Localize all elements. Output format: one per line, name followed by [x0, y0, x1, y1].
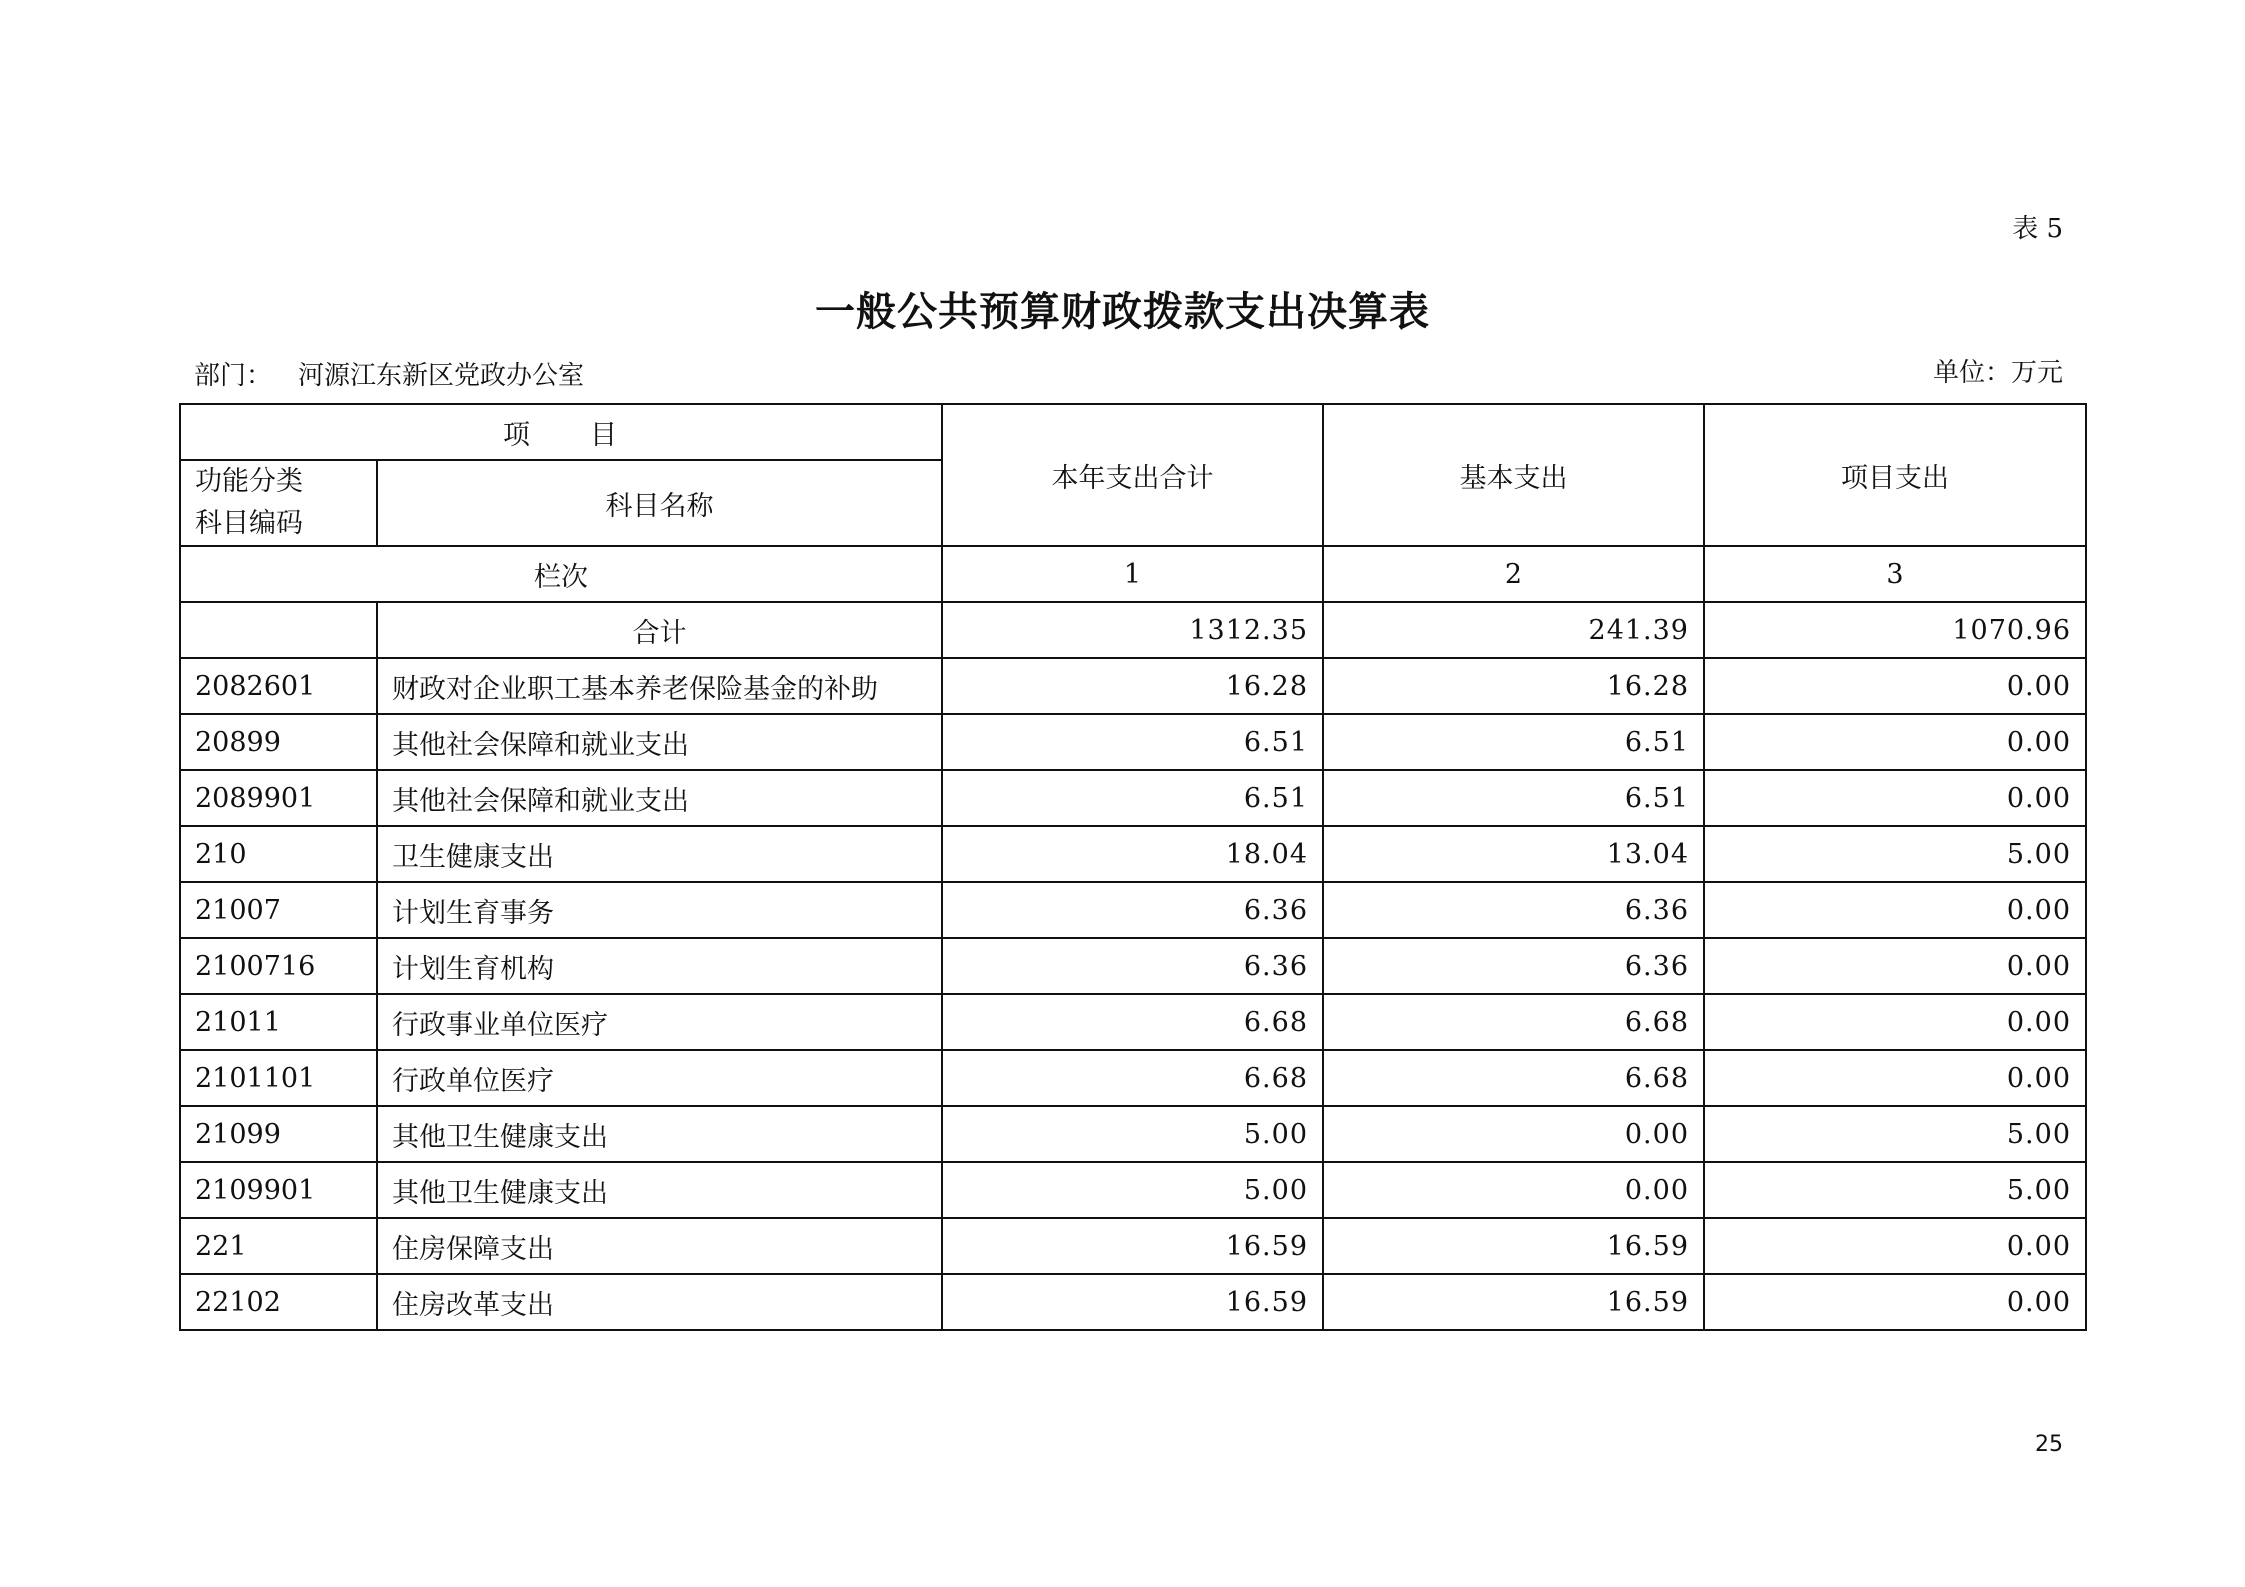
row-project: 0.00 [1704, 938, 2086, 994]
row-name: 计划生育事务 [377, 882, 942, 938]
row-basic: 6.36 [1323, 882, 1704, 938]
row-code: 21011 [180, 994, 377, 1050]
row-name: 财政对企业职工基本养老保险基金的补助 [377, 658, 942, 714]
row-name: 其他社会保障和就业支出 [377, 770, 942, 826]
row-basic: 6.51 [1323, 770, 1704, 826]
header-project: 项 目 [180, 404, 942, 460]
column-index-label: 栏次 [180, 546, 942, 602]
row-basic: 13.04 [1323, 826, 1704, 882]
unit-label: 单位：万元 [1932, 358, 2063, 388]
row-total: 18.04 [942, 826, 1323, 882]
table-row [180, 882, 2086, 938]
table-row [180, 938, 2086, 994]
department-label: 部门： [194, 361, 273, 391]
row-project: 0.00 [1704, 1050, 2086, 1106]
row-name: 其他卫生健康支出 [377, 1162, 942, 1218]
header-code-line1: 功能分类 [195, 466, 303, 497]
row-name: 行政单位医疗 [377, 1050, 942, 1106]
row-basic: 0.00 [1323, 1162, 1704, 1218]
header-basic: 基本支出 [1323, 404, 1704, 546]
row-total: 6.36 [942, 882, 1323, 938]
row-project: 0.00 [1704, 1274, 2086, 1330]
row-name: 其他卫生健康支出 [377, 1106, 942, 1162]
row-code: 221 [180, 1218, 377, 1274]
row-project: 5.00 [1704, 1162, 2086, 1218]
table-row [180, 994, 2086, 1050]
row-project: 0.00 [1704, 658, 2086, 714]
header-code [180, 460, 377, 546]
total-basic: 241.39 [1323, 602, 1704, 658]
header-code-line2: 科目编码 [195, 508, 303, 539]
table-row [180, 658, 2086, 714]
row-code: 21099 [180, 1106, 377, 1162]
header-project-expenditure: 项目支出 [1704, 404, 2086, 546]
row-total: 5.00 [942, 1106, 1323, 1162]
table-row [180, 1218, 2086, 1274]
row-total: 6.36 [942, 938, 1323, 994]
row-project: 5.00 [1704, 826, 2086, 882]
row-basic: 0.00 [1323, 1106, 1704, 1162]
table-row [180, 770, 2086, 826]
column-index-3: 3 [1704, 546, 2086, 602]
table-row [180, 826, 2086, 882]
row-name: 计划生育机构 [377, 938, 942, 994]
row-total: 16.28 [942, 658, 1323, 714]
page-number: 25 [2035, 1432, 2063, 1457]
row-project: 0.00 [1704, 770, 2086, 826]
table-row [180, 1050, 2086, 1106]
page-title: 一般公共预算财政拨款支出决算表 [815, 289, 1430, 335]
row-project: 0.00 [1704, 882, 2086, 938]
row-project: 0.00 [1704, 994, 2086, 1050]
row-code: 21007 [180, 882, 377, 938]
row-basic: 6.51 [1323, 714, 1704, 770]
row-basic: 6.36 [1323, 938, 1704, 994]
row-total: 6.68 [942, 1050, 1323, 1106]
total-sum: 1312.35 [942, 602, 1323, 658]
row-total: 6.51 [942, 770, 1323, 826]
row-basic: 16.59 [1323, 1218, 1704, 1274]
row-name: 卫生健康支出 [377, 826, 942, 882]
header-total: 本年支出合计 [942, 404, 1323, 546]
row-code: 2089901 [180, 770, 377, 826]
row-code: 2100716 [180, 938, 377, 994]
row-name: 行政事业单位医疗 [377, 994, 942, 1050]
total-code-cell [180, 602, 377, 658]
row-name: 其他社会保障和就业支出 [377, 714, 942, 770]
row-code: 22102 [180, 1274, 377, 1330]
table-row [180, 1106, 2086, 1162]
expenditure-table [179, 403, 2087, 1331]
row-basic: 16.28 [1323, 658, 1704, 714]
row-total: 5.00 [942, 1162, 1323, 1218]
total-row [180, 602, 2086, 658]
header-name: 科目名称 [377, 460, 942, 546]
row-name: 住房改革支出 [377, 1274, 942, 1330]
row-basic: 6.68 [1323, 1050, 1704, 1106]
total-label: 合计 [377, 602, 942, 658]
department-name: 河源江东新区党政办公室 [298, 361, 585, 391]
table-row [180, 1274, 2086, 1330]
row-total: 6.68 [942, 994, 1323, 1050]
table-row [180, 714, 2086, 770]
header-row-1 [180, 404, 2086, 460]
row-project: 5.00 [1704, 1106, 2086, 1162]
row-total: 16.59 [942, 1218, 1323, 1274]
row-basic: 6.68 [1323, 994, 1704, 1050]
table-number: 表 5 [2012, 214, 2063, 244]
row-code: 210 [180, 826, 377, 882]
row-total: 6.51 [942, 714, 1323, 770]
row-code: 2109901 [180, 1162, 377, 1218]
row-code: 2082601 [180, 658, 377, 714]
total-project: 1070.96 [1704, 602, 2086, 658]
row-name: 住房保障支出 [377, 1218, 942, 1274]
column-index-1: 1 [942, 546, 1323, 602]
column-index-2: 2 [1323, 546, 1704, 602]
row-total: 16.59 [942, 1274, 1323, 1330]
table-row [180, 1162, 2086, 1218]
row-project: 0.00 [1704, 714, 2086, 770]
column-index-row [180, 546, 2086, 602]
department-line [194, 355, 584, 392]
row-code: 2101101 [180, 1050, 377, 1106]
row-basic: 16.59 [1323, 1274, 1704, 1330]
row-project: 0.00 [1704, 1218, 2086, 1274]
row-code: 20899 [180, 714, 377, 770]
